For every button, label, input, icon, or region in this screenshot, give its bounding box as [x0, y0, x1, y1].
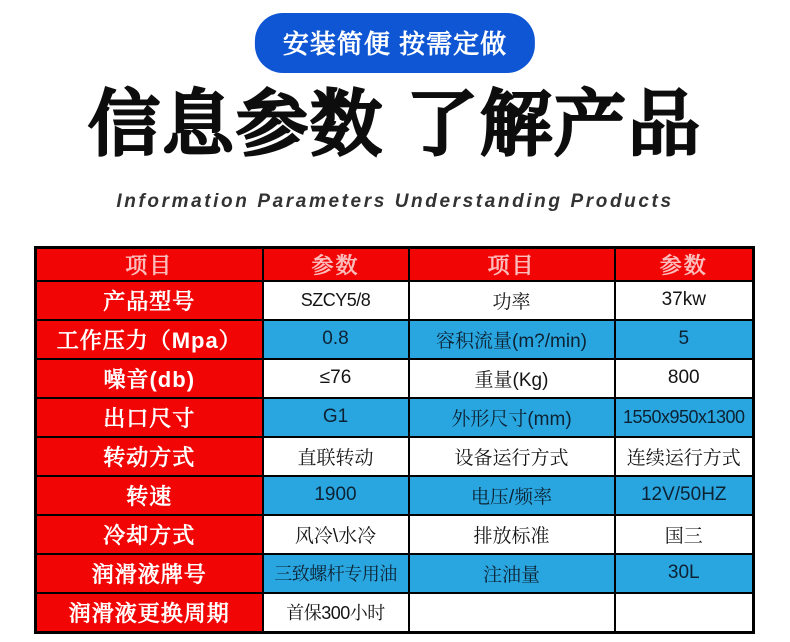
item-label-cell: 功率 [409, 281, 615, 320]
value-cell: 直联转动 [263, 437, 409, 476]
value-cell: 5 [615, 320, 754, 359]
value-cell: 800 [615, 359, 754, 398]
table-row [36, 359, 754, 398]
value-cell: ≤76 [263, 359, 409, 398]
item-label-cell: 产品型号 [36, 281, 263, 320]
value-cell: 12V/50HZ [615, 476, 754, 515]
page-subtitle: Information Parameters Understanding Products [116, 191, 674, 212]
item-label-cell: 电压/频率 [409, 476, 615, 515]
item-label-cell: 注油量 [409, 554, 615, 593]
value-cell: 风冷\水冷 [263, 515, 409, 554]
table-header-row [36, 248, 754, 282]
column-header-item-1: 项目 [36, 248, 263, 282]
value-cell: 0.8 [263, 320, 409, 359]
item-label-cell: 转动方式 [36, 437, 263, 476]
item-label-cell: 出口尺寸 [36, 398, 263, 437]
item-label-cell: 外形尺寸(mm) [409, 398, 615, 437]
item-label-cell: 噪音(db) [36, 359, 263, 398]
table-row [36, 515, 754, 554]
column-header-parameter-1: 参数 [263, 248, 409, 282]
item-label-cell: 设备运行方式 [409, 437, 615, 476]
item-label-cell: 容积流量(m?/min) [409, 320, 615, 359]
item-label-cell: 转速 [36, 476, 263, 515]
value-cell: 连续运行方式 [615, 437, 754, 476]
spec-table [34, 246, 755, 634]
item-label-cell: 润滑液更换周期 [36, 593, 263, 633]
table-row [36, 437, 754, 476]
table-row [36, 281, 754, 320]
item-label-cell: 工作压力（Mpa） [36, 320, 263, 359]
value-cell: G1 [263, 398, 409, 437]
table-row [36, 476, 754, 515]
value-cell: 1900 [263, 476, 409, 515]
value-cell: 三致螺杆专用油 [263, 554, 409, 593]
value-cell: 37kw [615, 281, 754, 320]
column-header-parameter-2: 参数 [615, 248, 754, 282]
item-label-cell: 润滑液牌号 [36, 554, 263, 593]
value-cell: 30L [615, 554, 754, 593]
item-label-cell: 排放标准 [409, 515, 615, 554]
value-cell [615, 593, 754, 633]
table-row [36, 554, 754, 593]
value-cell: 1550x950x1300 [615, 398, 754, 437]
table-row [36, 398, 754, 437]
table-row [36, 320, 754, 359]
item-label-cell: 冷却方式 [36, 515, 263, 554]
page-title: 信息参数 了解产品 [87, 85, 702, 165]
item-label-cell: 重量(Kg) [409, 359, 615, 398]
value-cell: 国三 [615, 515, 754, 554]
value-cell: SZCY5/8 [263, 281, 409, 320]
item-label-cell [409, 593, 615, 633]
value-cell: 首保300小时 [263, 593, 409, 633]
spec-table-body [36, 281, 754, 633]
column-header-item-2: 项目 [409, 248, 615, 282]
table-row [36, 593, 754, 633]
top-feature-badge: 安装简便 按需定做 [255, 13, 535, 73]
